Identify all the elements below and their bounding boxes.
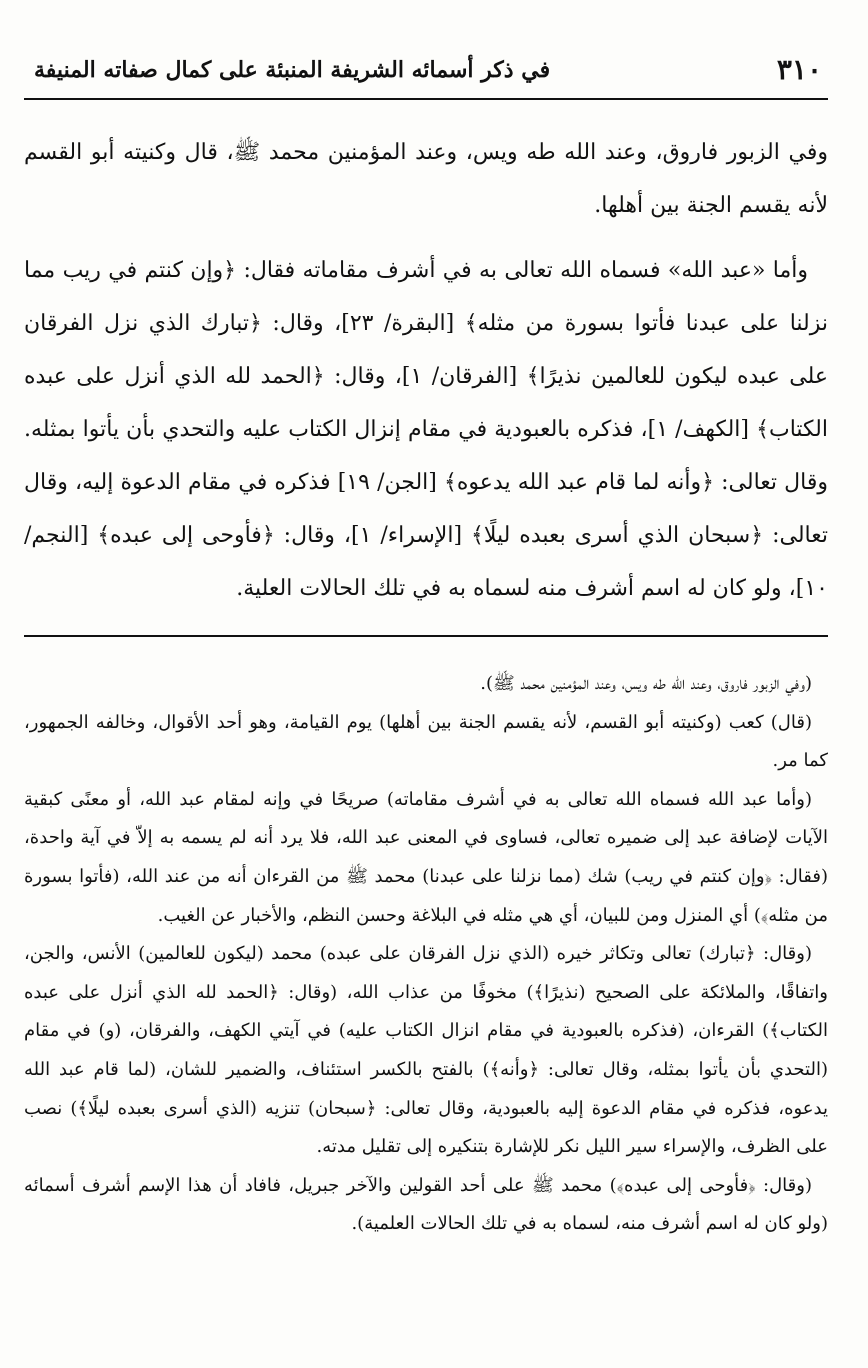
header-rule [24, 98, 828, 100]
main-paragraph: وأما «عبد الله» فسماه الله تعالى به في أشرف مقاماته فقال: ﴿وإن كنتم في ريب مما نزلنا على عبدنا فأتوا بسورة من مثله﴾ [البقرة/ ٢٣]، وقال: ﴿تبارك الذي نزل الفرقان على عبده ليكون للعالمين نذيرًا﴾ [الفرقان/ ١]، وقال: ﴿الحمد لله الذي أنزل على عبده الكتاب﴾ [الكهف/ ١]، فذكره بالعبودية في مقام إنزال الكتاب عليه والتحدي بأن يأتوا بمثله. وقال تعالى: ﴿وأنه لما قام عبد الله يدعوه﴾ [الجن/ ١٩] فذكره في مقام الدعوة إليه، وقال تعالى: ﴿سبحان الذي أسرى بعبده ليلًا﴾ [الإسراء/ ١]، وقال: ﴿فأوحى إلى عبده﴾ [النجم/ ١٠]، ولو كان له اسم أشرف منه لسماه به في تلك الحالات العلية. [24, 258, 829, 601]
commentary [24, 665, 828, 1244]
main-text [24, 126, 828, 615]
commentary-paragraph: (وقال: ﴿تبارك) تعالى وتكاثر خيره (الذي نزل الفرقان على عبده) محمد (ليكون للعالمين) الأنس، والجن، واتفاقًا، والملائكة على الصحيح (نذيرًا﴾) مخوفًا من عذاب الله، (وقال: ﴿الحمد لله الذي أنزل على عبده الكتاب﴾) القرءان، (فذكره بالعبودية في مقام انزال الكتاب عليه) في آيتي الكهف، والفرقان، (و) في مقام (التحدي بأن يأتوا بمثله، وقال تعالى: ﴿وأنه﴾) بالفتح بالكسر استئناف، والضمير للشان، (لما قام عبد الله يدعوه، فذكره في مقام الدعوة إليه بالعبودية، وقال تعالى: ﴿سبحان) تنزيه (الذي أسرى بعبده ليلًا﴾) نصب على الظرف، والإسراء سير الليل نكر للإشارة بتنكيره إلى تقليل مدته. [24, 943, 828, 1158]
page-header [24, 52, 828, 88]
running-title: في ذكر أسمائه الشريفة المنبئة على كمال صفاته المنيفة [34, 57, 551, 83]
footnote-separator [24, 635, 828, 637]
commentary-paragraph: (وفي الزبور فاروق، وعند الله طه ويس، وعند المؤمنين محمد ﷺ). [480, 673, 812, 694]
page-number: ٣١٠ [776, 53, 822, 86]
commentary-paragraph: (قال) كعب (وكنيته أبو القسم، لأنه يقسم الجنة بين أهلها) يوم القيامة، وهو أحد الأقوال، وخالفه الجمهور، كما مر. [24, 711, 828, 772]
commentary-paragraph: (وقال: ﴿فأوحى إلى عبده﴾) محمد ﷺ على أحد القولين والآخر جبريل، فافاد أن هذا الإسم أشرف أسمائه (ولو كان له اسم أشرف منه، لسماه به في تلك الحالات العلمية). [24, 1174, 828, 1235]
main-paragraph: وفي الزبور فاروق، وعند الله طه ويس، وعند المؤمنين محمد ﷺ، قال وكنيته أبو القسم لأنه يقسم الجنة بين أهلها. [24, 140, 828, 218]
commentary-paragraph: (وأما عبد الله فسماه الله تعالى به في أشرف مقاماته) صريحًا في وإنه لمقام عبد الله، أو معنًى كبقية الآيات لإضافة عبد إلى ضميره تعالى، فساوى في المعنى عبد الله، فلا يرد أنه لم يسمه به إلاّ في آية واحدة، (فقال: ﴿وإن كنتم في ريب) شك (مما نزلنا على عبدنا) محمد ﷺ من القرءان أنه من عند الله، (فأتوا بسورة من مثله﴾) أي المنزل ومن للبيان، أي هي مثله في البلاغة وحسن النظم، والأخبار عن الغيب. [24, 788, 828, 926]
